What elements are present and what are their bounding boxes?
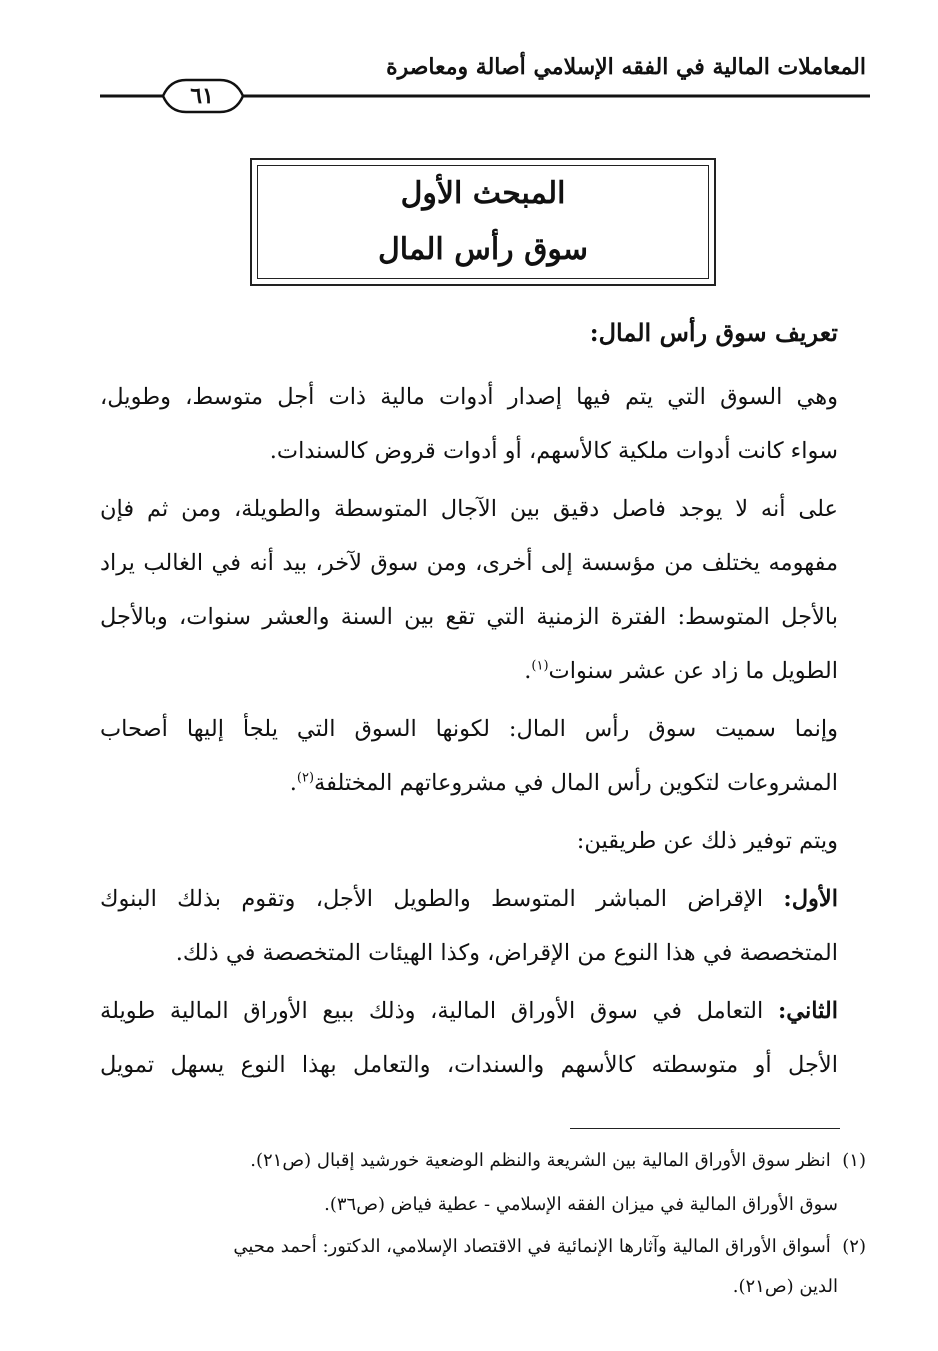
text-line: المتخصصة في هذا النوع من الإقراض، وكذا الهيئات المتخصصة في ذلك. (175, 940, 838, 966)
footnote-ref: (٢) (296, 770, 315, 786)
footnote-ref: (١) (531, 658, 549, 674)
text-line: على أنه لا يوجد فاصل دقيق بين الآجال المتوسطة والطويلة، ومن ثم فإن (100, 496, 838, 522)
footnote-1: (١) انظر سوق الأوراق المالية بين الشريعة والنظم الوضعية خورشيد إقبال (ص٢١). (250, 1150, 866, 1171)
chapter-title: سوق رأس المال (378, 232, 588, 267)
header-rule (0, 0, 938, 140)
label-first: الأول: (783, 886, 838, 912)
text-line: بالأجل المتوسط: الفترة الزمنية التي تقع بين السنة والعشر سنوات، وبالأجل (100, 604, 838, 630)
text-line: المشروعات لتكوين رأس المال في مشروعاتهم المختلفة$^{(٢)}$. (289, 770, 838, 796)
footnote-2-continued: الدين (ص٢١). (732, 1276, 838, 1297)
text-line: سواء كانت أدوات ملكية كالأسهم، أو أدوات قروض كالسندات. (269, 438, 838, 464)
text-line: وهي السوق التي يتم فيها إصدار أدوات مالية ذات أجل متوسط، وطويل، (100, 384, 838, 410)
page-number: ٦١ (190, 83, 214, 109)
text-line: الثاني: التعامل في سوق الأوراق المالية، وذلك ببيع الأوراق المالية طويلة (100, 998, 839, 1024)
section-heading: تعريف سوق رأس المال: (589, 318, 838, 347)
chapter-number: المبحث الأول (400, 176, 566, 211)
text-line: وإنما سميت سوق رأس المال: لكونها السوق التي يلجأ إليها أصحاب (100, 716, 838, 742)
text-line: الأجل أو متوسطته كالأسهم والسندات، والتعامل بهذا النوع يسهل تمويل (100, 1052, 838, 1078)
footnote-separator (570, 1128, 840, 1129)
text-line: ويتم توفير ذلك عن طريقين: (576, 828, 838, 854)
chapter-title-box (250, 158, 716, 286)
label-second: الثاني: (777, 998, 839, 1024)
footnote-2: (٢) أسواق الأوراق المالية وآثارها الإنمائية في الاقتصاد الإسلامي، الدكتور: أحمد محيي (233, 1236, 866, 1257)
running-title: المعاملات المالية في الفقه الإسلامي أصالة ومعاصرة (386, 54, 866, 80)
footnote-1-continued: سوق الأوراق المالية في ميزان الفقه الإسلامي - عطية فياض (ص٣٦). (324, 1194, 838, 1215)
text-line: الأول: الإقراض المباشر المتوسط والطويل الأجل، وتقوم بذلك البنوك (100, 886, 838, 912)
text-line: مفهومه يختلف من مؤسسة إلى أخرى، ومن سوق لآخر، بيد أنه في الغالب يراد (100, 550, 838, 576)
text-line: الطويل ما زاد عن عشر سنوات$^{(١)}$. (524, 658, 838, 684)
